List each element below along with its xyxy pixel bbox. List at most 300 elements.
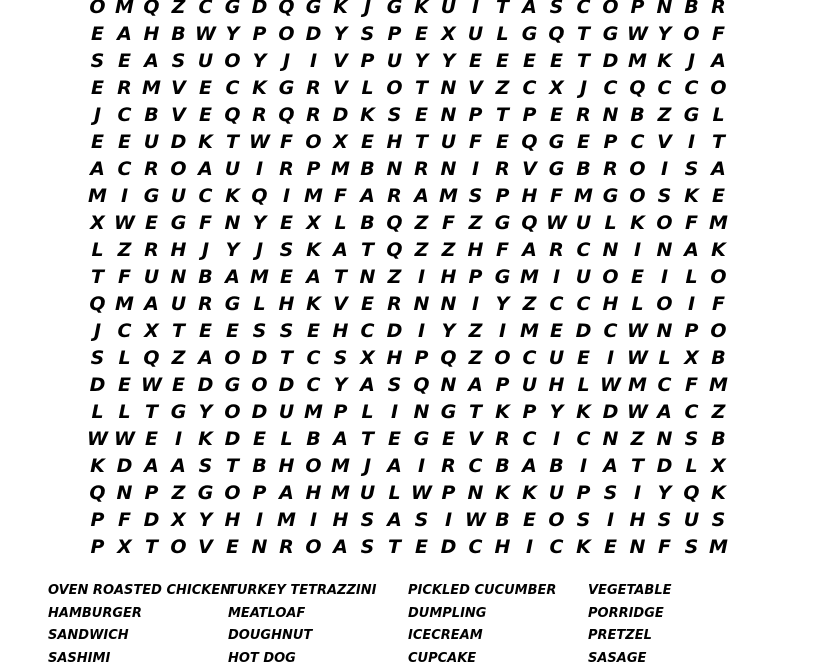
- grid-cell[interactable]: J: [192, 237, 219, 264]
- grid-cell[interactable]: P: [462, 102, 489, 129]
- grid-cell[interactable]: R: [381, 291, 408, 318]
- grid-cell[interactable]: C: [111, 318, 138, 345]
- grid-cell[interactable]: U: [435, 0, 462, 21]
- grid-cell[interactable]: Z: [705, 399, 732, 426]
- grid-cell[interactable]: M: [327, 156, 354, 183]
- grid-cell[interactable]: C: [570, 0, 597, 21]
- grid-cell[interactable]: E: [111, 129, 138, 156]
- grid-cell[interactable]: K: [516, 480, 543, 507]
- grid-cell[interactable]: U: [273, 399, 300, 426]
- grid-cell[interactable]: Y: [219, 237, 246, 264]
- grid-cell[interactable]: H: [624, 507, 651, 534]
- grid-cell[interactable]: Q: [678, 480, 705, 507]
- grid-cell[interactable]: D: [381, 318, 408, 345]
- grid-cell[interactable]: M: [84, 183, 111, 210]
- grid-cell[interactable]: D: [273, 372, 300, 399]
- grid-cell[interactable]: H: [516, 183, 543, 210]
- grid-cell[interactable]: D: [192, 372, 219, 399]
- grid-cell[interactable]: L: [489, 21, 516, 48]
- grid-cell[interactable]: T: [165, 318, 192, 345]
- grid-cell[interactable]: T: [219, 453, 246, 480]
- grid-cell[interactable]: E: [138, 210, 165, 237]
- grid-cell[interactable]: D: [165, 129, 192, 156]
- grid-cell[interactable]: C: [111, 102, 138, 129]
- grid-cell[interactable]: Y: [192, 399, 219, 426]
- grid-cell[interactable]: V: [165, 75, 192, 102]
- grid-cell[interactable]: W: [597, 372, 624, 399]
- grid-cell[interactable]: U: [354, 480, 381, 507]
- grid-cell[interactable]: N: [597, 426, 624, 453]
- grid-cell[interactable]: K: [705, 237, 732, 264]
- grid-cell[interactable]: J: [678, 48, 705, 75]
- grid-cell[interactable]: E: [219, 318, 246, 345]
- grid-cell[interactable]: I: [300, 507, 327, 534]
- grid-cell[interactable]: E: [408, 21, 435, 48]
- grid-cell[interactable]: T: [138, 534, 165, 561]
- grid-cell[interactable]: N: [597, 102, 624, 129]
- grid-cell[interactable]: W: [462, 507, 489, 534]
- grid-cell[interactable]: G: [381, 0, 408, 21]
- grid-cell[interactable]: D: [246, 345, 273, 372]
- grid-cell[interactable]: I: [543, 264, 570, 291]
- grid-cell[interactable]: K: [192, 129, 219, 156]
- grid-cell[interactable]: G: [219, 372, 246, 399]
- grid-cell[interactable]: W: [138, 372, 165, 399]
- grid-cell[interactable]: G: [165, 399, 192, 426]
- grid-cell[interactable]: C: [678, 399, 705, 426]
- grid-cell[interactable]: I: [678, 291, 705, 318]
- grid-cell[interactable]: I: [300, 48, 327, 75]
- grid-cell[interactable]: D: [111, 453, 138, 480]
- grid-cell[interactable]: S: [273, 237, 300, 264]
- grid-cell[interactable]: R: [300, 75, 327, 102]
- grid-cell[interactable]: I: [462, 156, 489, 183]
- grid-cell[interactable]: V: [516, 156, 543, 183]
- grid-cell[interactable]: L: [246, 291, 273, 318]
- grid-cell[interactable]: F: [543, 183, 570, 210]
- grid-cell[interactable]: D: [327, 102, 354, 129]
- grid-cell[interactable]: G: [219, 291, 246, 318]
- grid-cell[interactable]: R: [705, 0, 732, 21]
- grid-cell[interactable]: V: [327, 48, 354, 75]
- grid-cell[interactable]: Q: [624, 75, 651, 102]
- grid-cell[interactable]: O: [219, 345, 246, 372]
- grid-cell[interactable]: T: [354, 426, 381, 453]
- grid-cell[interactable]: I: [273, 183, 300, 210]
- grid-cell[interactable]: C: [354, 318, 381, 345]
- grid-cell[interactable]: M: [327, 453, 354, 480]
- grid-cell[interactable]: K: [354, 102, 381, 129]
- grid-cell[interactable]: E: [300, 318, 327, 345]
- grid-cell[interactable]: T: [624, 453, 651, 480]
- grid-cell[interactable]: A: [192, 156, 219, 183]
- grid-cell[interactable]: P: [516, 102, 543, 129]
- grid-cell[interactable]: D: [219, 426, 246, 453]
- grid-cell[interactable]: R: [111, 75, 138, 102]
- grid-cell[interactable]: O: [705, 75, 732, 102]
- grid-cell[interactable]: L: [597, 210, 624, 237]
- grid-cell[interactable]: N: [246, 534, 273, 561]
- grid-cell[interactable]: E: [624, 264, 651, 291]
- grid-cell[interactable]: T: [408, 129, 435, 156]
- grid-cell[interactable]: C: [651, 372, 678, 399]
- grid-cell[interactable]: X: [678, 345, 705, 372]
- grid-cell[interactable]: Q: [138, 345, 165, 372]
- grid-cell[interactable]: Q: [516, 129, 543, 156]
- grid-cell[interactable]: P: [354, 48, 381, 75]
- grid-cell[interactable]: Q: [84, 291, 111, 318]
- grid-cell[interactable]: A: [651, 399, 678, 426]
- grid-cell[interactable]: E: [489, 129, 516, 156]
- grid-cell[interactable]: D: [597, 399, 624, 426]
- grid-cell[interactable]: X: [705, 453, 732, 480]
- grid-cell[interactable]: N: [651, 426, 678, 453]
- grid-cell[interactable]: M: [516, 318, 543, 345]
- grid-cell[interactable]: V: [462, 75, 489, 102]
- grid-cell[interactable]: R: [489, 426, 516, 453]
- grid-cell[interactable]: O: [624, 156, 651, 183]
- grid-cell[interactable]: N: [651, 318, 678, 345]
- grid-cell[interactable]: I: [435, 507, 462, 534]
- grid-cell[interactable]: Y: [435, 48, 462, 75]
- grid-cell[interactable]: P: [489, 183, 516, 210]
- grid-cell[interactable]: E: [543, 318, 570, 345]
- grid-cell[interactable]: U: [219, 156, 246, 183]
- grid-cell[interactable]: Q: [138, 0, 165, 21]
- grid-cell[interactable]: Q: [381, 210, 408, 237]
- grid-cell[interactable]: N: [435, 291, 462, 318]
- grid-cell[interactable]: Y: [327, 21, 354, 48]
- grid-cell[interactable]: J: [354, 0, 381, 21]
- grid-cell[interactable]: K: [489, 399, 516, 426]
- grid-cell[interactable]: A: [300, 264, 327, 291]
- grid-cell[interactable]: G: [597, 21, 624, 48]
- grid-cell[interactable]: E: [516, 507, 543, 534]
- grid-cell[interactable]: N: [651, 237, 678, 264]
- grid-cell[interactable]: E: [192, 102, 219, 129]
- grid-cell[interactable]: M: [435, 183, 462, 210]
- grid-cell[interactable]: E: [705, 183, 732, 210]
- grid-cell[interactable]: I: [408, 264, 435, 291]
- grid-cell[interactable]: E: [489, 48, 516, 75]
- grid-cell[interactable]: N: [408, 399, 435, 426]
- grid-cell[interactable]: S: [651, 183, 678, 210]
- grid-cell[interactable]: P: [570, 480, 597, 507]
- grid-cell[interactable]: G: [165, 210, 192, 237]
- grid-cell[interactable]: K: [84, 453, 111, 480]
- grid-cell[interactable]: O: [246, 372, 273, 399]
- grid-cell[interactable]: P: [408, 345, 435, 372]
- grid-cell[interactable]: Y: [651, 480, 678, 507]
- grid-cell[interactable]: U: [543, 345, 570, 372]
- grid-cell[interactable]: G: [300, 0, 327, 21]
- grid-cell[interactable]: F: [111, 507, 138, 534]
- grid-cell[interactable]: O: [651, 291, 678, 318]
- grid-cell[interactable]: P: [138, 480, 165, 507]
- grid-cell[interactable]: S: [597, 480, 624, 507]
- grid-cell[interactable]: V: [462, 426, 489, 453]
- grid-cell[interactable]: B: [543, 453, 570, 480]
- grid-cell[interactable]: F: [705, 21, 732, 48]
- grid-cell[interactable]: Z: [165, 480, 192, 507]
- grid-cell[interactable]: I: [543, 426, 570, 453]
- grid-cell[interactable]: C: [516, 75, 543, 102]
- grid-cell[interactable]: D: [138, 507, 165, 534]
- grid-cell[interactable]: A: [462, 372, 489, 399]
- grid-cell[interactable]: P: [435, 480, 462, 507]
- grid-cell[interactable]: O: [219, 48, 246, 75]
- grid-cell[interactable]: Z: [408, 237, 435, 264]
- grid-cell[interactable]: J: [354, 453, 381, 480]
- grid-cell[interactable]: N: [435, 102, 462, 129]
- grid-cell[interactable]: A: [192, 345, 219, 372]
- grid-cell[interactable]: K: [624, 210, 651, 237]
- grid-cell[interactable]: S: [678, 534, 705, 561]
- grid-cell[interactable]: S: [192, 453, 219, 480]
- grid-cell[interactable]: K: [246, 75, 273, 102]
- grid-cell[interactable]: Z: [462, 210, 489, 237]
- grid-cell[interactable]: F: [489, 237, 516, 264]
- grid-cell[interactable]: C: [462, 534, 489, 561]
- grid-cell[interactable]: K: [570, 399, 597, 426]
- grid-cell[interactable]: I: [381, 399, 408, 426]
- grid-cell[interactable]: J: [273, 48, 300, 75]
- grid-cell[interactable]: L: [273, 426, 300, 453]
- grid-cell[interactable]: I: [408, 318, 435, 345]
- grid-cell[interactable]: Q: [273, 102, 300, 129]
- grid-cell[interactable]: T: [84, 264, 111, 291]
- grid-cell[interactable]: P: [300, 156, 327, 183]
- grid-cell[interactable]: C: [678, 75, 705, 102]
- grid-cell[interactable]: C: [462, 453, 489, 480]
- grid-cell[interactable]: M: [705, 534, 732, 561]
- grid-cell[interactable]: P: [516, 399, 543, 426]
- grid-cell[interactable]: K: [678, 183, 705, 210]
- grid-cell[interactable]: K: [651, 48, 678, 75]
- grid-cell[interactable]: Z: [408, 210, 435, 237]
- grid-cell[interactable]: U: [192, 48, 219, 75]
- grid-cell[interactable]: F: [705, 291, 732, 318]
- grid-cell[interactable]: E: [408, 102, 435, 129]
- grid-cell[interactable]: E: [435, 426, 462, 453]
- grid-cell[interactable]: H: [273, 291, 300, 318]
- grid-cell[interactable]: H: [597, 291, 624, 318]
- grid-cell[interactable]: I: [678, 129, 705, 156]
- grid-cell[interactable]: M: [246, 264, 273, 291]
- grid-cell[interactable]: X: [543, 75, 570, 102]
- grid-cell[interactable]: K: [408, 0, 435, 21]
- grid-cell[interactable]: B: [138, 102, 165, 129]
- grid-cell[interactable]: D: [300, 21, 327, 48]
- grid-cell[interactable]: C: [570, 237, 597, 264]
- grid-cell[interactable]: U: [138, 264, 165, 291]
- grid-cell[interactable]: Y: [327, 372, 354, 399]
- grid-cell[interactable]: F: [111, 264, 138, 291]
- grid-cell[interactable]: I: [651, 156, 678, 183]
- grid-cell[interactable]: R: [489, 156, 516, 183]
- grid-cell[interactable]: C: [624, 129, 651, 156]
- grid-cell[interactable]: I: [246, 507, 273, 534]
- grid-cell[interactable]: E: [84, 75, 111, 102]
- grid-cell[interactable]: W: [624, 399, 651, 426]
- grid-cell[interactable]: G: [516, 21, 543, 48]
- grid-cell[interactable]: A: [408, 183, 435, 210]
- grid-cell[interactable]: T: [327, 264, 354, 291]
- grid-cell[interactable]: W: [408, 480, 435, 507]
- grid-cell[interactable]: O: [624, 183, 651, 210]
- grid-cell[interactable]: Q: [84, 480, 111, 507]
- grid-cell[interactable]: Q: [408, 372, 435, 399]
- grid-cell[interactable]: O: [678, 21, 705, 48]
- grid-cell[interactable]: J: [570, 75, 597, 102]
- grid-cell[interactable]: U: [165, 291, 192, 318]
- grid-cell[interactable]: O: [489, 345, 516, 372]
- grid-cell[interactable]: T: [570, 48, 597, 75]
- grid-cell[interactable]: M: [570, 183, 597, 210]
- grid-cell[interactable]: T: [381, 534, 408, 561]
- grid-cell[interactable]: F: [462, 129, 489, 156]
- grid-cell[interactable]: A: [327, 426, 354, 453]
- grid-cell[interactable]: B: [705, 345, 732, 372]
- grid-cell[interactable]: H: [273, 453, 300, 480]
- grid-cell[interactable]: O: [300, 534, 327, 561]
- grid-cell[interactable]: L: [678, 453, 705, 480]
- grid-cell[interactable]: T: [489, 0, 516, 21]
- grid-cell[interactable]: M: [300, 399, 327, 426]
- grid-cell[interactable]: E: [111, 48, 138, 75]
- grid-cell[interactable]: E: [138, 426, 165, 453]
- grid-cell[interactable]: N: [435, 75, 462, 102]
- grid-cell[interactable]: A: [327, 237, 354, 264]
- grid-cell[interactable]: T: [219, 129, 246, 156]
- grid-cell[interactable]: I: [462, 0, 489, 21]
- grid-cell[interactable]: Z: [462, 345, 489, 372]
- grid-cell[interactable]: Q: [543, 21, 570, 48]
- grid-cell[interactable]: A: [165, 453, 192, 480]
- grid-cell[interactable]: Y: [543, 399, 570, 426]
- grid-cell[interactable]: I: [624, 480, 651, 507]
- grid-cell[interactable]: M: [111, 0, 138, 21]
- grid-cell[interactable]: Z: [489, 75, 516, 102]
- grid-cell[interactable]: J: [84, 102, 111, 129]
- grid-cell[interactable]: W: [543, 210, 570, 237]
- grid-cell[interactable]: R: [138, 237, 165, 264]
- grid-cell[interactable]: A: [516, 0, 543, 21]
- grid-cell[interactable]: R: [246, 102, 273, 129]
- grid-cell[interactable]: K: [300, 291, 327, 318]
- grid-cell[interactable]: E: [219, 534, 246, 561]
- grid-cell[interactable]: G: [489, 264, 516, 291]
- grid-cell[interactable]: B: [192, 264, 219, 291]
- grid-cell[interactable]: E: [543, 48, 570, 75]
- grid-cell[interactable]: X: [165, 507, 192, 534]
- grid-cell[interactable]: R: [138, 156, 165, 183]
- grid-cell[interactable]: E: [273, 264, 300, 291]
- grid-cell[interactable]: Z: [381, 264, 408, 291]
- grid-cell[interactable]: N: [165, 264, 192, 291]
- grid-cell[interactable]: D: [246, 0, 273, 21]
- grid-cell[interactable]: I: [246, 156, 273, 183]
- grid-cell[interactable]: E: [273, 210, 300, 237]
- grid-cell[interactable]: E: [246, 426, 273, 453]
- grid-cell[interactable]: M: [111, 291, 138, 318]
- grid-cell[interactable]: O: [84, 0, 111, 21]
- grid-cell[interactable]: N: [597, 237, 624, 264]
- grid-cell[interactable]: C: [516, 426, 543, 453]
- grid-cell[interactable]: Z: [111, 237, 138, 264]
- grid-cell[interactable]: Z: [165, 0, 192, 21]
- grid-cell[interactable]: B: [705, 426, 732, 453]
- grid-cell[interactable]: K: [705, 480, 732, 507]
- grid-cell[interactable]: S: [84, 345, 111, 372]
- grid-cell[interactable]: W: [624, 21, 651, 48]
- grid-cell[interactable]: C: [516, 345, 543, 372]
- grid-cell[interactable]: O: [165, 156, 192, 183]
- grid-cell[interactable]: I: [597, 507, 624, 534]
- grid-cell[interactable]: W: [111, 426, 138, 453]
- grid-cell[interactable]: C: [300, 372, 327, 399]
- grid-cell[interactable]: S: [678, 156, 705, 183]
- grid-cell[interactable]: K: [327, 0, 354, 21]
- grid-cell[interactable]: I: [408, 453, 435, 480]
- grid-cell[interactable]: H: [300, 480, 327, 507]
- grid-cell[interactable]: L: [678, 264, 705, 291]
- grid-cell[interactable]: S: [705, 507, 732, 534]
- grid-cell[interactable]: H: [138, 21, 165, 48]
- grid-cell[interactable]: N: [624, 534, 651, 561]
- grid-cell[interactable]: G: [678, 102, 705, 129]
- grid-cell[interactable]: C: [570, 426, 597, 453]
- grid-cell[interactable]: S: [462, 183, 489, 210]
- grid-cell[interactable]: R: [435, 453, 462, 480]
- grid-cell[interactable]: E: [354, 291, 381, 318]
- grid-cell[interactable]: Y: [435, 318, 462, 345]
- grid-cell[interactable]: A: [111, 21, 138, 48]
- grid-cell[interactable]: B: [246, 453, 273, 480]
- grid-cell[interactable]: F: [435, 210, 462, 237]
- grid-cell[interactable]: U: [435, 129, 462, 156]
- grid-cell[interactable]: L: [327, 210, 354, 237]
- grid-cell[interactable]: A: [354, 372, 381, 399]
- grid-cell[interactable]: F: [678, 372, 705, 399]
- grid-cell[interactable]: K: [570, 534, 597, 561]
- grid-cell[interactable]: V: [165, 102, 192, 129]
- grid-cell[interactable]: L: [111, 399, 138, 426]
- grid-cell[interactable]: P: [246, 480, 273, 507]
- grid-cell[interactable]: B: [570, 156, 597, 183]
- grid-cell[interactable]: N: [111, 480, 138, 507]
- grid-cell[interactable]: G: [543, 129, 570, 156]
- grid-cell[interactable]: K: [219, 183, 246, 210]
- grid-cell[interactable]: R: [192, 291, 219, 318]
- grid-cell[interactable]: I: [651, 264, 678, 291]
- grid-cell[interactable]: A: [516, 237, 543, 264]
- grid-cell[interactable]: I: [597, 345, 624, 372]
- grid-cell[interactable]: T: [408, 75, 435, 102]
- letter-grid[interactable]: [84, 0, 732, 561]
- grid-cell[interactable]: E: [84, 21, 111, 48]
- grid-cell[interactable]: I: [489, 318, 516, 345]
- grid-cell[interactable]: Q: [516, 210, 543, 237]
- grid-cell[interactable]: P: [84, 534, 111, 561]
- grid-cell[interactable]: S: [327, 345, 354, 372]
- grid-cell[interactable]: Q: [273, 0, 300, 21]
- grid-cell[interactable]: Z: [624, 426, 651, 453]
- grid-cell[interactable]: X: [435, 21, 462, 48]
- grid-cell[interactable]: S: [84, 48, 111, 75]
- grid-cell[interactable]: M: [705, 372, 732, 399]
- grid-cell[interactable]: B: [300, 426, 327, 453]
